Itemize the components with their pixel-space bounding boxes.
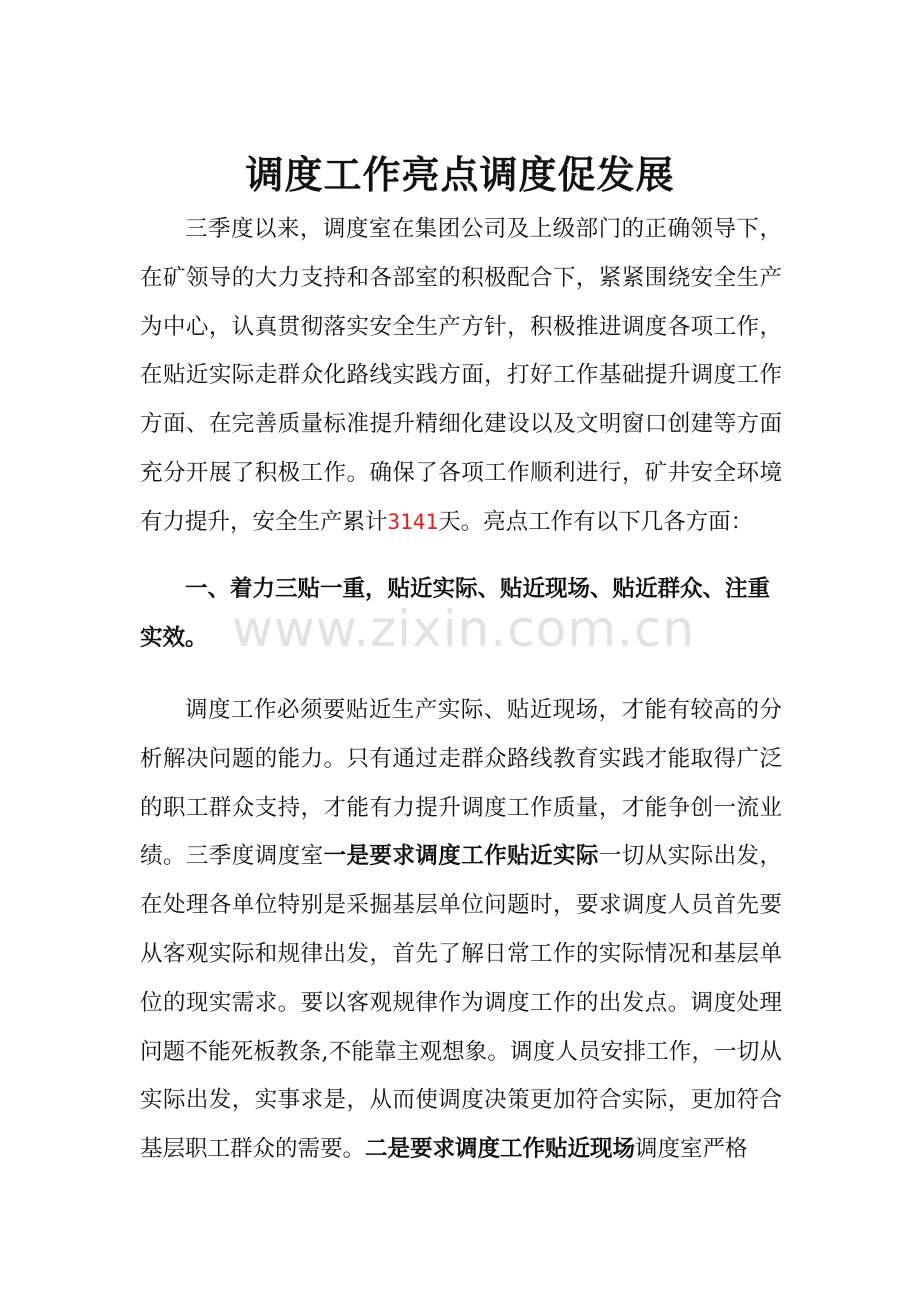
section-1-text: 调度工作必须要贴近生产实际、贴近现场，才能有较高的分析解决问题的能力。只有通过走群众路线教育实践才能取得广泛的职工群众支持，才能有力提升调度工作质量，才能争创一流业绩。三季度调度室 — [140, 697, 782, 870]
section-1-text-2: 一切从实际出发，在处理各单位特别是采掘基层单位问题时，要求调度人员首先要从客观实际和规律出发，首先了解日常工作的实际情况和基层单位的现实需求。要以客观规律作为调度工作的出发点。调度处理问题不能死板教条,不能靠主观想象。调度人员安排工作，一切从实际出发，实事求是，从而使调度决策更加符合实际，更加符合基层职工群众的需要。 — [140, 843, 782, 1163]
intro-paragraph — [140, 205, 782, 547]
safety-days-count: 3141 — [387, 509, 439, 534]
document-title: 调度工作亮点调度促发展 — [245, 152, 675, 198]
point-one-bold: 一是要求调度工作贴近实际 — [323, 843, 599, 870]
watermark: www.zixin.com.cn — [232, 600, 696, 658]
section-1-paragraph — [140, 686, 782, 1174]
point-two-bold: 二是要求调度工作贴近现场 — [365, 1136, 636, 1163]
intro-text: 三季度以来，调度室在集团公司及上级部门的正确领导下，在矿领导的大力支持和各部室的积极配合下，紧紧围绕安全生产为中心，认真贯彻落实安全生产方针，积极推进调度各项工作，在贴近实际走群众化路线实践方面，打好工作基础提升调度工作方面、在完善质量标准提升精细化建设以及文明窗口创建等方面充分开展了积极工作。确保了各项工作顺利进行，矿井安全环境有力提升，安全生产累计 — [140, 216, 782, 535]
section-heading-1: 一、着力三贴一重，贴近实际、贴近现场、贴近群众、注重实效。 — [140, 576, 771, 651]
section-1-text-3: 调度室严格 — [635, 1136, 748, 1163]
intro-text-end: 天。亮点工作有以下几各方面： — [438, 508, 754, 535]
